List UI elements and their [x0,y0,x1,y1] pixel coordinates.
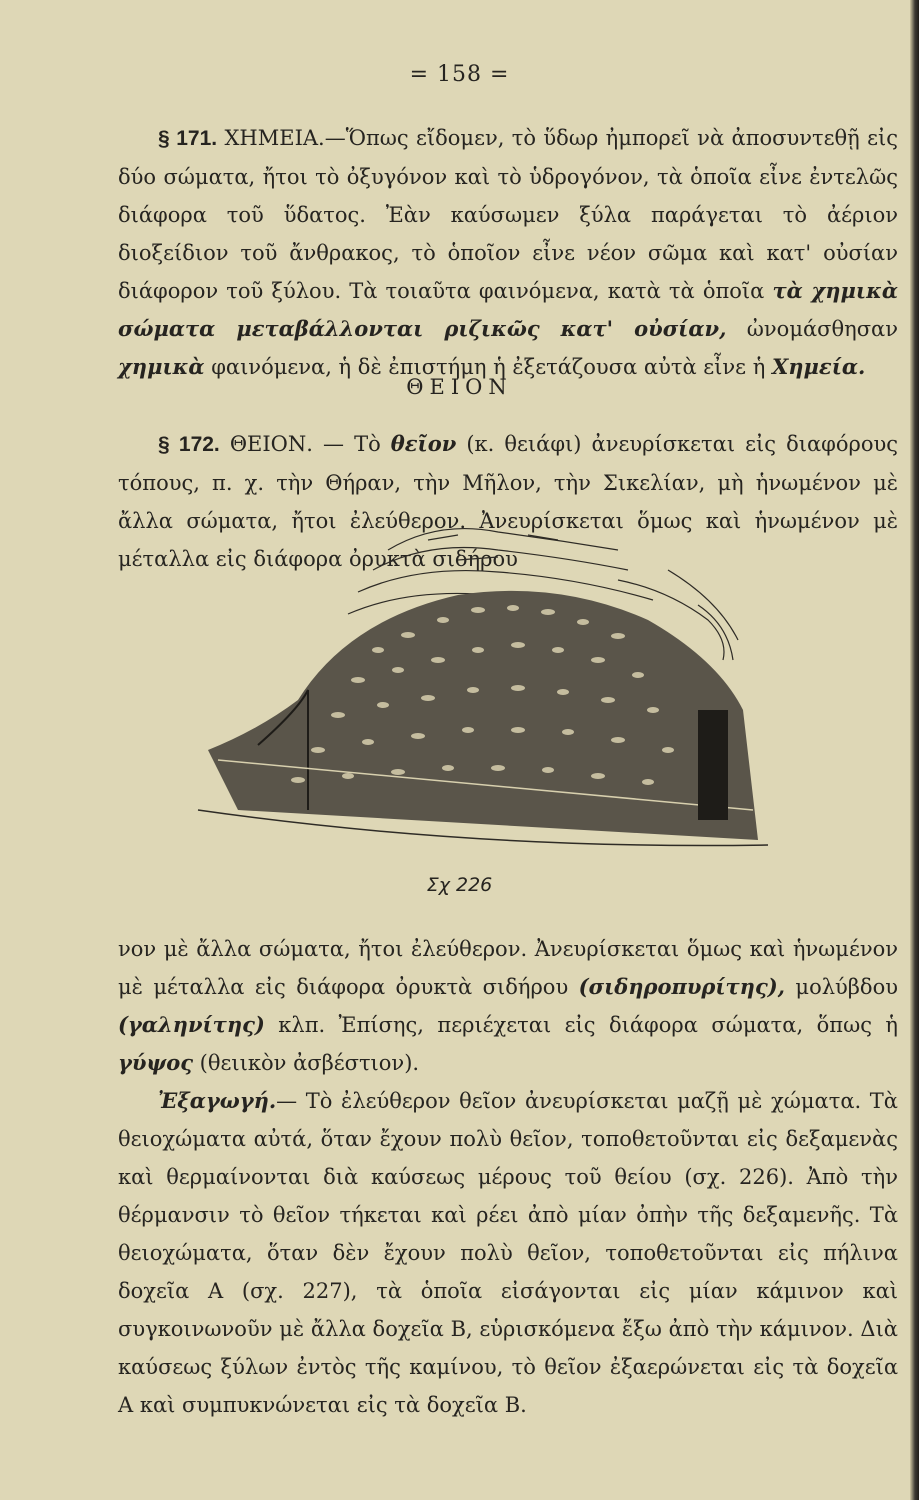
figure-caption: Σχ 226 [426,874,493,896]
paragraph-sulfur-part2: νον μὲ ἄλλα σώματα, ἤτοι ἐλεύθερον. Ἀνευρίσκεται ὅμως καὶ ἡνωμένον μὲ μέταλλα εἰς διάφορα ὀρυκτὰ σιδήρου (σιδηροπυρίτης), μολύβδου (γαληνίτης) κλπ. Ἐπίσης, περιέχεται εἰς διάφορα σώματα, ὅπως ἡ γύψος (θειικὸν ἀσβέστιον). [118,937,898,1075]
section-number: § 172. [158,433,220,456]
section-171 [118,119,898,386]
emphasis-text: τὰ χημικὰ σώματα μεταβάλλονται ριζικῶς κατ' οὐσίαν, [118,278,898,341]
text-run: μολύβδου [785,975,898,999]
text-run: ΧΗΜΕΙΑ.—Ὅπως εἴδομεν, τὸ ὕδωρ ἠμπορεῖ νὰ ἀποσυντεθῇ εἰς δύο σώματα, ἤτοι τὸ ὀξυγόνον καὶ τὸ ὑδρογόνον, τὰ ὁποῖα εἶνε ἐντελῶς διάφορα τοῦ ὕδατος. Ἐὰν καύσωμεν ξύλα παράγεται τὸ ἀέριον διοξείδιον τοῦ ἄνθρακος, τὸ ὁποῖον εἶνε νέον σῶμα καὶ κατ' οὐσίαν διάφορον τοῦ ξύλου. Τὰ τοιαῦτα φαινόμενα, κατὰ τὰ ὁποῖα [118,126,898,303]
text-run: — Τὸ ἐλεύθερον θεῖον ἀνευρίσκεται μαζῇ μὲ χώματα. Τὰ θειοχώματα αὐτά, ὅταν ἔχουν πολὺ θεῖον, τοποθετοῦνται εἰς δεξαμενὰς καὶ θερμαίνονται διὰ καύσεως μέρους τοῦ θείου (σχ. 226). Ἀπὸ τὴν θέρμανσιν τὸ θεῖον τήκεται καὶ ρέει ἀπὸ μίαν ὀπὴν τῆς δεξαμενῆς. Τὰ θειοχώματα, ὅταν δὲν ἔχουν πολὺ θεῖον, τοποθετοῦνται εἰς πήλινα δοχεῖα Α (σχ. 227), τὰ ὁποῖα εἰσάγονται εἰς μίαν κάμινον καὶ συγκοινωνοῦν μὲ ἄλλα δοχεῖα Β, εὑρισκόμενα ἔξω ἀπὸ τὴν κάμινον. Διὰ καύσεως ξύλων ἐντὸς τῆς καμίνου, τὸ θεῖον ἐξαερώνεται εἰς τὰ δοχεῖα Α καὶ συμπυκνώνεται εἰς τὰ δοχεῖα Β. [118,1089,898,1417]
sulfur-kiln-illustration [198,510,768,872]
paragraph-extraction [118,1082,898,1424]
text-run: (κ. θειάφι) ἀνευρίσκεται εἰς διαφόρους τόπους, π. χ. τὴν Θήραν, τὴν Μῆλον, τὴν Σικελίαν, μὴ ἡνωμένον μὲ ἄλλα σώματα, ἤτοι ἐλεύθερον. Ἀνευρίσκεται ὅμως καὶ ἡνωμένον μὲ μέταλλα εἰς διάφορα ὀρυκτὰ σιδήρου [118,432,898,571]
emphasis-text: Ἐξαγωγή. [158,1088,277,1113]
page-edge [910,0,919,1500]
text-run: φαινόμενα, ἡ δὲ ἐπιστήμη ἡ ἐξετάζουσα αὐτὰ εἶνε ἡ [204,355,772,379]
section-172-continued [118,930,898,1424]
emphasis-text: χημικὰ [118,354,205,379]
kiln-opening [698,710,728,820]
emphasis-text: θεῖον [390,431,457,456]
section-heading-sulfur: ΘΕΙΟΝ [406,375,513,399]
text-run: ΘΕΙΟΝ. — Τὸ [219,432,391,456]
text-run: (θειικὸν ἀσβέστιον). [193,1051,420,1075]
section-172-intro [118,425,898,571]
paragraph-sulfur-part1 [118,425,898,571]
section-number: § 171. [158,127,218,150]
text-run: κλπ. Ἐπίσης, περιέχεται εἰς διάφορα σώματα, ὅπως ἡ [264,1013,898,1037]
text-run: ὠνομάσθησαν [726,317,898,341]
emphasis-text: (γαληνίτης) [118,1012,265,1037]
emphasis-text: γύψος [118,1050,193,1075]
emphasis-text: Χημεία. [772,354,866,379]
paragraph-chemistry [118,119,898,386]
page-number: = 158 = [409,62,510,87]
emphasis-text: (σιδηροπυρίτης), [578,974,785,999]
